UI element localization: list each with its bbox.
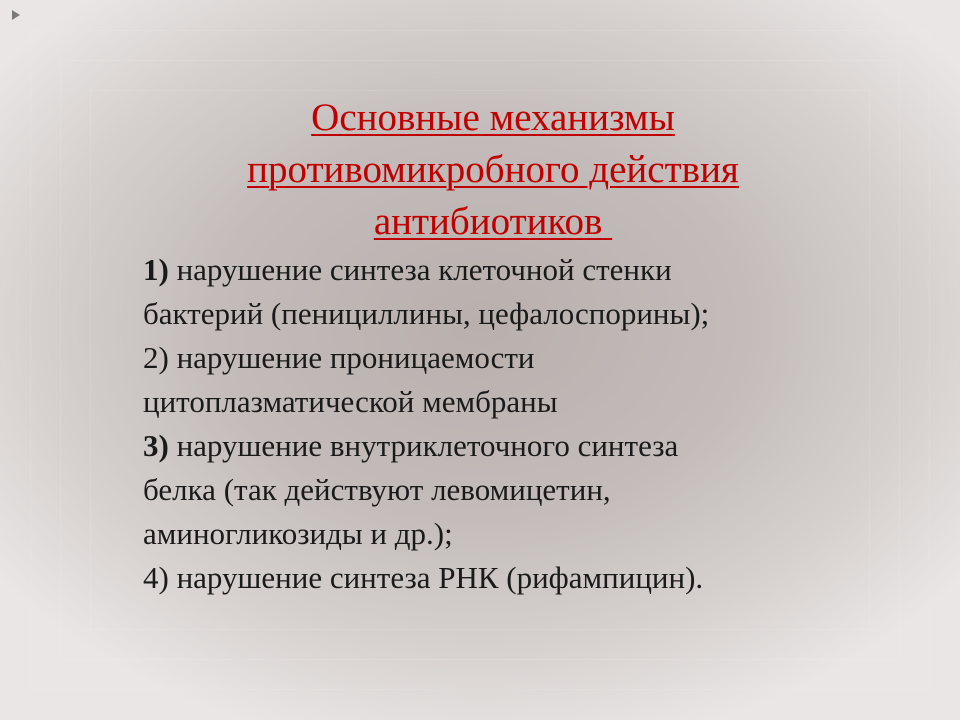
item-text: нарушение синтеза РНК (рифампицин). [176,560,704,595]
item-text: бактерий (пенициллины, цефалоспорины); [143,296,710,331]
item-number: 3) [143,428,169,463]
title-line-1: Основные механизмы [311,96,675,139]
slide-title [143,92,843,248]
list-item-2 [143,336,843,424]
item-number: 2) [143,340,169,375]
item-text: нарушение проницаемости [176,340,535,375]
item-text: аминогликозиды и др.); [143,516,453,551]
item-text: белка (так действуют левомицетин, [143,472,611,507]
mechanism-list [143,248,843,600]
list-item-4 [143,556,843,600]
triangle-bullet-icon [12,10,20,20]
list-item-3 [143,424,843,556]
slide-content [143,92,843,600]
item-number: 4) [143,560,169,595]
item-text: цитоплазматической мембраны [143,384,558,419]
list-item-1 [143,248,843,336]
item-number: 1) [143,252,169,287]
item-text: нарушение внутриклеточного синтеза [176,428,679,463]
item-text: нарушение синтеза клеточной стенки [176,252,672,287]
title-line-3: антибиотиков [373,200,603,243]
title-line-2: противомикробного действия [247,148,739,191]
